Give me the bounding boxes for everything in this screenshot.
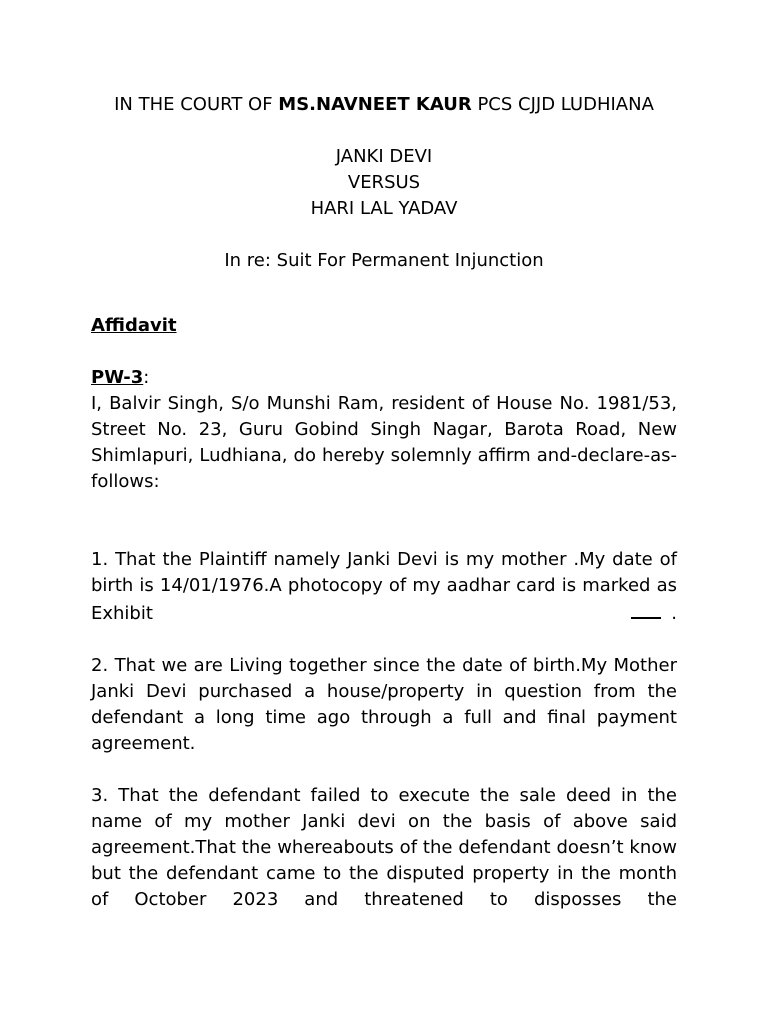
paragraph-1-text: 1. That the Plaintiff namely Janki Devi is my mother .My date of birth is 14/01/1976.A photocopy of my aadhar card is marked as Exhibit (91, 549, 677, 624)
court-prefix: IN THE COURT OF (114, 94, 279, 115)
versus-label: VERSUS (347, 172, 421, 193)
exhibit-blank (631, 599, 661, 619)
affidavit-heading (91, 313, 677, 339)
witness-label: PW-3 (91, 367, 144, 388)
case-parties (91, 144, 677, 222)
paragraph-3: 3. That the defendant failed to execute the sale deed in the name of my mother Janki devi on the basis of above said agreement.That the whereabouts of the defendant doesn’t know but the defendant came to the disputed property in the month of October 2023 and threatened to disposses the (91, 785, 677, 910)
paragraph-2: 2. That we are Living together since the date of birth.My Mother Janki Devi purchased a house/property in question from the defendant a long time ago through a full and final payment agreement. (91, 655, 677, 754)
affidavit-heading-text: Affidavit (91, 315, 177, 336)
court-title (91, 92, 677, 118)
witness-heading (91, 365, 677, 391)
witness-colon: : (143, 367, 150, 388)
paragraph-1-end: . (671, 603, 677, 624)
defendant-name: HARI LAL YADAV (310, 198, 458, 219)
judge-name: MS.NAVNEET KAUR (278, 94, 472, 115)
paragraph-1 (91, 547, 677, 627)
court-suffix: PCS CJJD LUDHIANA (471, 94, 654, 115)
plaintiff-name: JANKI DEVI (335, 146, 433, 167)
witness-intro: I, Balvir Singh, S/o Munshi Ram, resident of House No. 1981/53, Street No. 23, Guru Gobind Singh Nagar, Barota Road, New Shimlapuri, Ludhiana, do hereby solemnly affirm and-declare-as-follows: (91, 393, 677, 492)
in-re-line: In re: Suit For Permanent Injunction (224, 250, 544, 271)
